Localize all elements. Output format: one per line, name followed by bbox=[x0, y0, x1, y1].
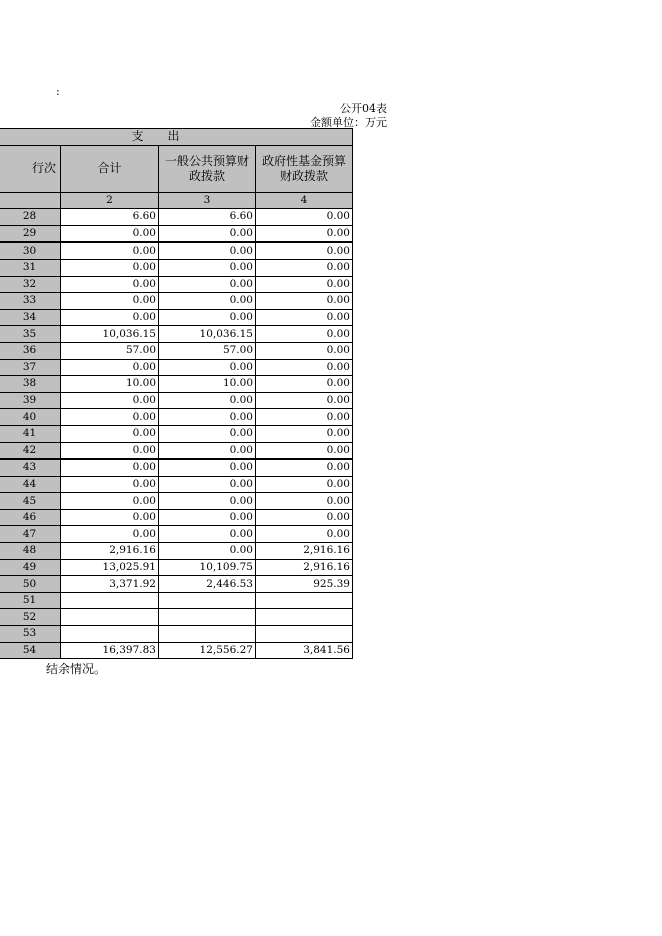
total-cell: 57.00 bbox=[61, 342, 159, 359]
total-cell: 0.00 bbox=[61, 392, 159, 409]
fund-budget-cell: 0.00 bbox=[256, 392, 353, 409]
total-cell: 0.00 bbox=[61, 442, 159, 459]
fund-budget-cell: 0.00 bbox=[256, 376, 353, 393]
table-row bbox=[0, 409, 353, 426]
row-number: 30 bbox=[0, 242, 61, 259]
total-cell: 0.00 bbox=[61, 509, 159, 526]
row-number: 43 bbox=[0, 459, 61, 476]
table-row bbox=[0, 259, 353, 276]
unit-label: 金额单位：万元 bbox=[310, 116, 387, 129]
total-cell: 0.00 bbox=[61, 259, 159, 276]
fund-budget-cell: 0.00 bbox=[256, 309, 353, 326]
total-cell: 0.00 bbox=[61, 425, 159, 442]
fund-budget-cell: 0.00 bbox=[256, 359, 353, 376]
table-row bbox=[0, 342, 353, 359]
fund-budget-cell: 0.00 bbox=[256, 526, 353, 543]
row-number: 32 bbox=[0, 276, 61, 293]
general-budget-cell: 0.00 bbox=[159, 309, 256, 326]
total-cell: 3,371.92 bbox=[61, 576, 159, 593]
table-row bbox=[0, 293, 353, 310]
general-budget-cell: 10.00 bbox=[159, 376, 256, 393]
fund-budget-cell: 0.00 bbox=[256, 459, 353, 476]
table-row bbox=[0, 376, 353, 393]
fund-budget-cell: 0.00 bbox=[256, 493, 353, 510]
total-cell: 2,916.16 bbox=[61, 543, 159, 560]
total-cell bbox=[61, 626, 159, 643]
total-cell: 0.00 bbox=[61, 225, 159, 242]
row-number: 51 bbox=[0, 592, 61, 609]
row-number: 35 bbox=[0, 326, 61, 343]
table-row bbox=[0, 476, 353, 493]
total-cell: 6.60 bbox=[61, 209, 159, 226]
general-budget-cell: 0.00 bbox=[159, 359, 256, 376]
table-row bbox=[0, 609, 353, 626]
fund-budget-cell: 0.00 bbox=[256, 425, 353, 442]
row-number: 37 bbox=[0, 359, 61, 376]
general-budget-cell: 57.00 bbox=[159, 342, 256, 359]
col-index-general: 3 bbox=[159, 192, 256, 209]
row-number: 36 bbox=[0, 342, 61, 359]
general-budget-cell: 0.00 bbox=[159, 476, 256, 493]
row-number: 33 bbox=[0, 293, 61, 310]
table-row bbox=[0, 642, 353, 659]
general-budget-cell: 0.00 bbox=[159, 225, 256, 242]
general-budget-cell: 0.00 bbox=[159, 459, 256, 476]
row-number: 28 bbox=[0, 209, 61, 226]
general-budget-cell: 10,036.15 bbox=[159, 326, 256, 343]
general-budget-cell: 0.00 bbox=[159, 543, 256, 560]
table-row bbox=[0, 626, 353, 643]
general-budget-cell: 10,109.75 bbox=[159, 559, 256, 576]
col-header-general: 一般公共预算财政拨款 bbox=[159, 145, 256, 192]
form-id: 公开04表 bbox=[340, 102, 387, 115]
fund-budget-cell: 2,916.16 bbox=[256, 559, 353, 576]
table-row bbox=[0, 326, 353, 343]
row-number: 31 bbox=[0, 259, 61, 276]
table-row bbox=[0, 459, 353, 476]
total-cell: 0.00 bbox=[61, 309, 159, 326]
table-row bbox=[0, 425, 353, 442]
row-number: 38 bbox=[0, 376, 61, 393]
row-number: 41 bbox=[0, 425, 61, 442]
total-cell: 10.00 bbox=[61, 376, 159, 393]
general-budget-cell: 2,446.53 bbox=[159, 576, 256, 593]
total-cell: 0.00 bbox=[61, 493, 159, 510]
general-budget-cell: 12,556.27 bbox=[159, 642, 256, 659]
total-cell: 13,025.91 bbox=[61, 559, 159, 576]
fund-budget-cell bbox=[256, 626, 353, 643]
row-number: 42 bbox=[0, 442, 61, 459]
fund-budget-cell: 0.00 bbox=[256, 242, 353, 259]
table-row bbox=[0, 209, 353, 226]
row-number: 49 bbox=[0, 559, 61, 576]
col-index-row bbox=[0, 192, 61, 209]
fund-budget-cell: 0.00 bbox=[256, 259, 353, 276]
fund-budget-cell: 0.00 bbox=[256, 409, 353, 426]
fund-budget-cell: 0.00 bbox=[256, 293, 353, 310]
col-index-total: 2 bbox=[61, 192, 159, 209]
fund-budget-cell bbox=[256, 592, 353, 609]
total-cell: 0.00 bbox=[61, 459, 159, 476]
row-number: 29 bbox=[0, 225, 61, 242]
fund-budget-cell bbox=[256, 609, 353, 626]
total-cell bbox=[61, 609, 159, 626]
general-budget-cell: 0.00 bbox=[159, 276, 256, 293]
table-row bbox=[0, 442, 353, 459]
total-cell: 0.00 bbox=[61, 409, 159, 426]
row-number: 54 bbox=[0, 642, 61, 659]
col-header-row: 行次 bbox=[0, 145, 61, 192]
table-row bbox=[0, 576, 353, 593]
table-row bbox=[0, 526, 353, 543]
expenditure-table bbox=[0, 128, 353, 659]
total-cell: 0.00 bbox=[61, 242, 159, 259]
total-cell: 0.00 bbox=[61, 476, 159, 493]
total-cell bbox=[61, 592, 159, 609]
table-row bbox=[0, 559, 353, 576]
general-budget-cell: 0.00 bbox=[159, 259, 256, 276]
row-number: 52 bbox=[0, 609, 61, 626]
general-budget-cell: 0.00 bbox=[159, 409, 256, 426]
row-number: 39 bbox=[0, 392, 61, 409]
general-budget-cell: 6.60 bbox=[159, 209, 256, 226]
general-budget-cell: 0.00 bbox=[159, 425, 256, 442]
row-number: 45 bbox=[0, 493, 61, 510]
table-row bbox=[0, 225, 353, 242]
fund-budget-cell: 0.00 bbox=[256, 276, 353, 293]
total-cell: 0.00 bbox=[61, 526, 159, 543]
table-row bbox=[0, 242, 353, 259]
table-row bbox=[0, 359, 353, 376]
header-fragment: : bbox=[56, 85, 60, 98]
table-row bbox=[0, 509, 353, 526]
row-number: 47 bbox=[0, 526, 61, 543]
total-cell: 0.00 bbox=[61, 293, 159, 310]
fund-budget-cell: 0.00 bbox=[256, 509, 353, 526]
row-number: 53 bbox=[0, 626, 61, 643]
fund-budget-cell: 0.00 bbox=[256, 326, 353, 343]
general-budget-cell: 0.00 bbox=[159, 392, 256, 409]
row-number: 48 bbox=[0, 543, 61, 560]
fund-budget-cell: 2,916.16 bbox=[256, 543, 353, 560]
section-title: 支 出 bbox=[0, 129, 353, 146]
row-number: 50 bbox=[0, 576, 61, 593]
table-row bbox=[0, 309, 353, 326]
col-header-total: 合计 bbox=[61, 145, 159, 192]
general-budget-cell: 0.00 bbox=[159, 293, 256, 310]
total-cell: 0.00 bbox=[61, 276, 159, 293]
general-budget-cell: 0.00 bbox=[159, 526, 256, 543]
footnote: 结余情况。 bbox=[46, 662, 107, 676]
general-budget-cell bbox=[159, 592, 256, 609]
fund-budget-cell: 0.00 bbox=[256, 225, 353, 242]
general-budget-cell: 0.00 bbox=[159, 509, 256, 526]
fund-budget-cell: 0.00 bbox=[256, 476, 353, 493]
col-header-fund: 政府性基金预算财政拨款 bbox=[256, 145, 353, 192]
row-number: 40 bbox=[0, 409, 61, 426]
row-number: 46 bbox=[0, 509, 61, 526]
general-budget-cell: 0.00 bbox=[159, 442, 256, 459]
table-row bbox=[0, 276, 353, 293]
fund-budget-cell: 0.00 bbox=[256, 442, 353, 459]
table-row bbox=[0, 592, 353, 609]
fund-budget-cell: 0.00 bbox=[256, 342, 353, 359]
table-row bbox=[0, 543, 353, 560]
general-budget-cell bbox=[159, 626, 256, 643]
row-number: 44 bbox=[0, 476, 61, 493]
general-budget-cell: 0.00 bbox=[159, 493, 256, 510]
col-index-fund: 4 bbox=[256, 192, 353, 209]
total-cell: 16,397.83 bbox=[61, 642, 159, 659]
general-budget-cell bbox=[159, 609, 256, 626]
table-row bbox=[0, 392, 353, 409]
total-cell: 10,036.15 bbox=[61, 326, 159, 343]
fund-budget-cell: 3,841.56 bbox=[256, 642, 353, 659]
table-row bbox=[0, 493, 353, 510]
fund-budget-cell: 925.39 bbox=[256, 576, 353, 593]
general-budget-cell: 0.00 bbox=[159, 242, 256, 259]
row-number: 34 bbox=[0, 309, 61, 326]
fund-budget-cell: 0.00 bbox=[256, 209, 353, 226]
total-cell: 0.00 bbox=[61, 359, 159, 376]
